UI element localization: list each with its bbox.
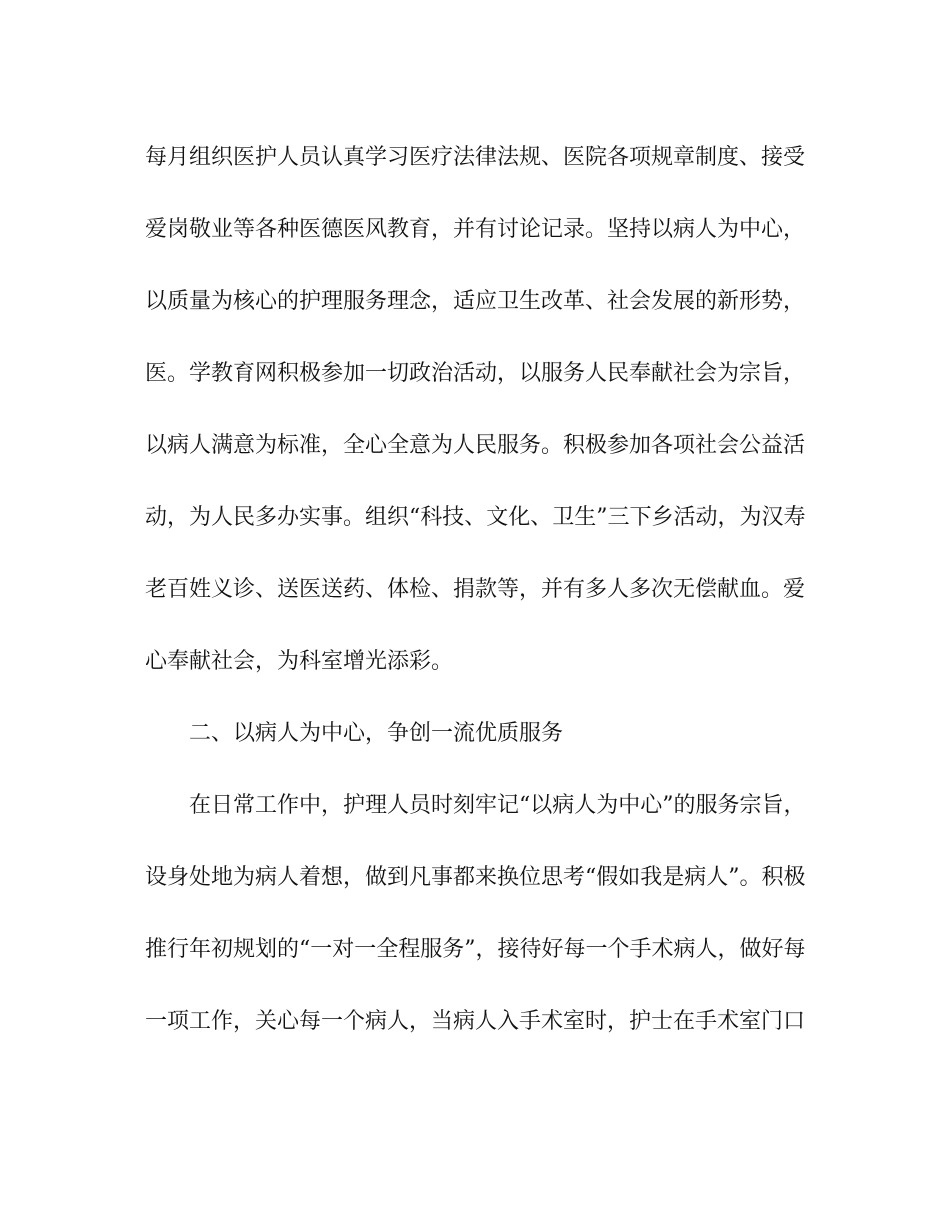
paragraph-line: 每月组织医护人员认真学习医疗法律法规、医院各项规章制度、接受 (145, 145, 806, 170)
paragraph-line: 动，为人民多办实事。组织“科技、文化、卫生”三下乡活动，为汉寿 (145, 505, 806, 530)
paragraph-line: 在日常工作中，护理人员时刻牢记“以病人为中心”的服务宗旨， (189, 793, 806, 818)
paragraph-line: 心奉献社会，为科室增光添彩。 (145, 649, 454, 674)
paragraph-line: 以病人满意为标准，全心全意为人民服务。积极参加各项社会公益活 (145, 433, 806, 458)
paragraph-line: 医。学教育网积极参加一切政治活动，以服务人民奉献社会为宗旨， (145, 361, 806, 386)
paragraph-line: 爱岗敬业等各种医德医风教育，并有讨论记录。坚持以病人为中心， (145, 217, 806, 242)
paragraph-line: 推行年初规划的“一对一全程服务”，接待好每一个手术病人，做好每 (145, 937, 806, 962)
paragraph-line: 设身处地为病人着想，做到凡事都来换位思考“假如我是病人”。积极 (145, 865, 806, 890)
paragraph-line: 一项工作，关心每一个病人，当病人入手术室时，护士在手术室门口 (145, 1009, 806, 1034)
section-heading: 二、以病人为中心，争创一流优质服务 (189, 721, 564, 746)
paragraph-line: 以质量为核心的护理服务理念，适应卫生改革、社会发展的新形势， (145, 289, 806, 314)
paragraph-line: 老百姓义诊、送医送药、体检、捐款等，并有多人多次无偿献血。爱 (145, 577, 806, 602)
